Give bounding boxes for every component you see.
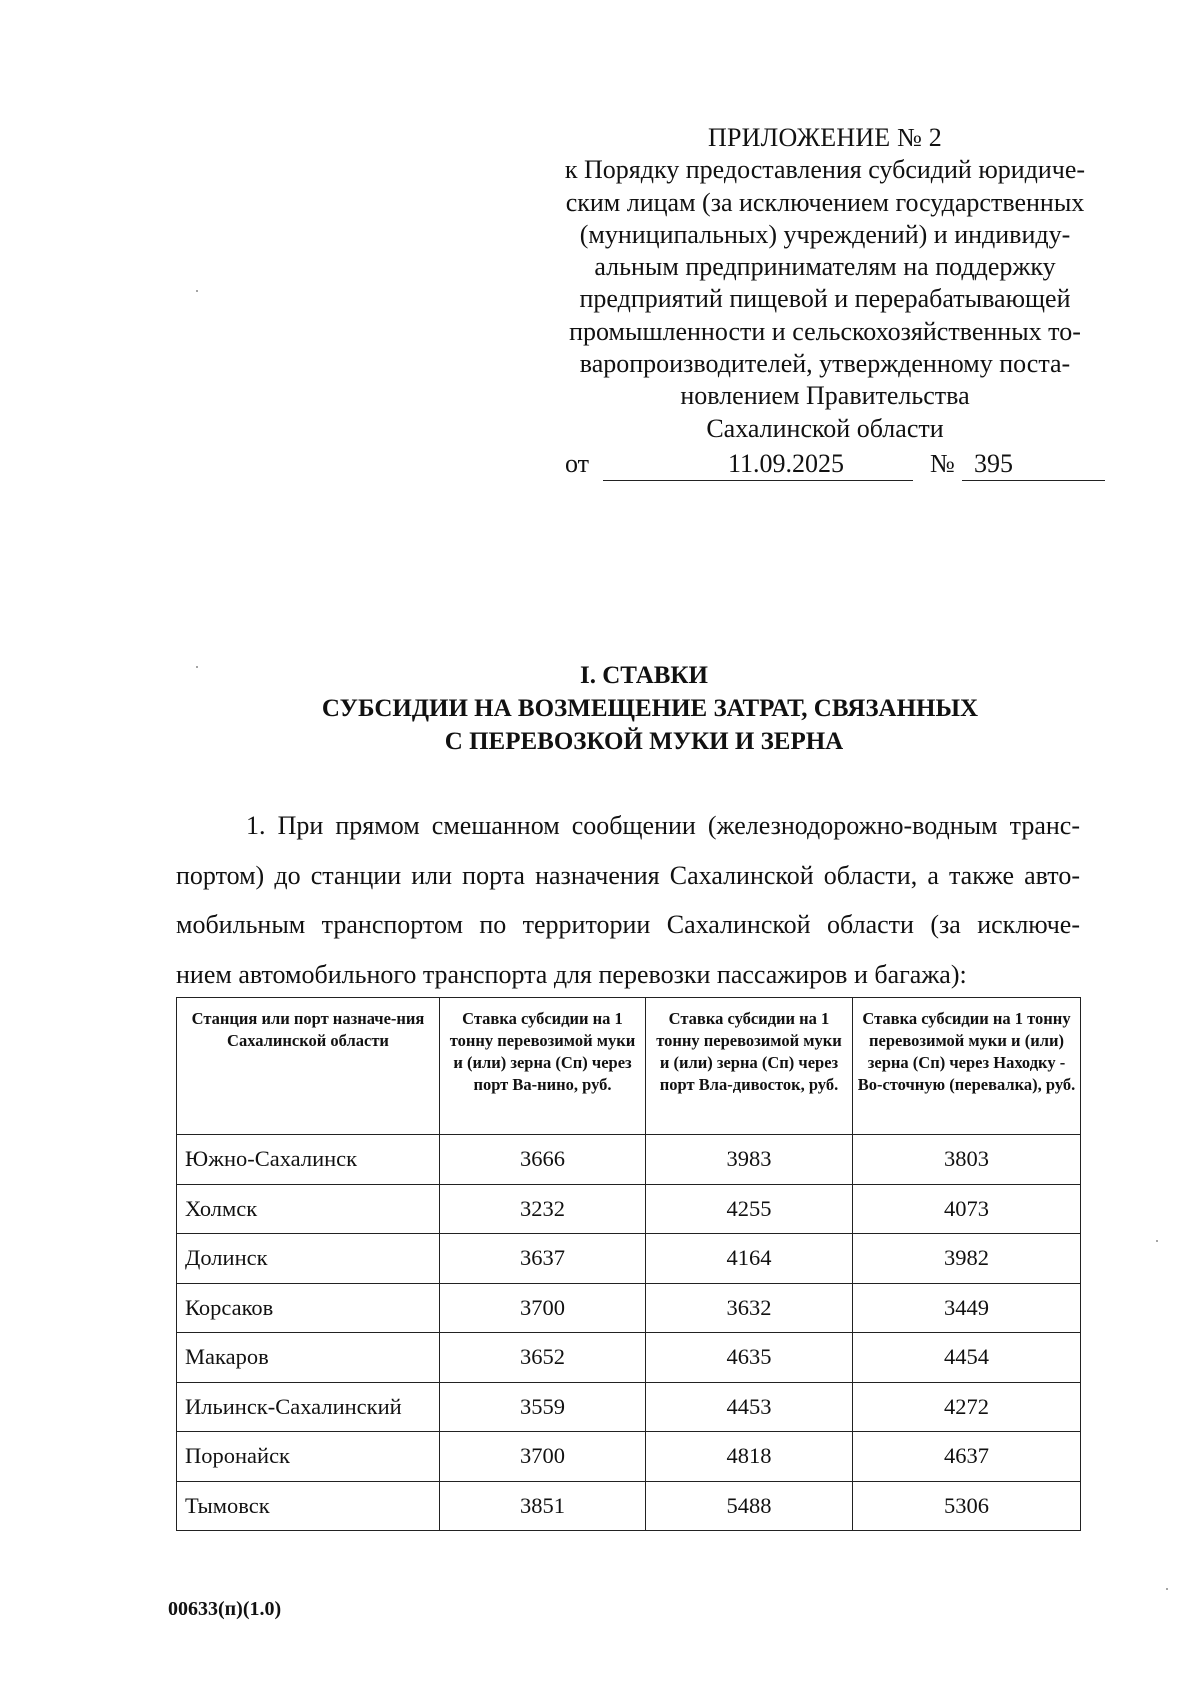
header-vladivostok: Ставка субсидии на 1 тонну перевозимой муки и (или) зерна (Сп) через порт Вла-дивосток, руб.: [646, 998, 853, 1135]
table-row: [177, 1135, 1081, 1185]
appendix-line: новлением Правительства: [680, 381, 970, 411]
rates-table: [176, 997, 1081, 1531]
heading-line-2: СУБСИДИИ НА ВОЗМЕЩЕНИЕ ЗАТРАТ, СВЯЗАННЫХ: [321, 695, 979, 722]
section-heading: [100, 659, 1200, 758]
cell-nakhodka: 4637: [853, 1432, 1081, 1482]
cell-vladivostok: 4255: [646, 1184, 853, 1234]
table-header-row: [177, 998, 1081, 1135]
cell-station: Макаров: [177, 1333, 440, 1383]
cell-vanino: 3637: [440, 1234, 646, 1284]
number-field: [962, 443, 1105, 481]
cell-vanino: 3666: [440, 1135, 646, 1185]
cell-vanino: 3700: [440, 1283, 646, 1333]
appendix-line: к Порядку предоставления субсидий юридиче-: [564, 155, 1086, 185]
table-row: [177, 1184, 1081, 1234]
table-row: [177, 1283, 1081, 1333]
cell-station: Поронайск: [177, 1432, 440, 1482]
heading-line-3: С ПЕРЕВОЗКОЙ МУКИ И ЗЕРНА: [444, 728, 844, 755]
cell-vanino: 3700: [440, 1432, 646, 1482]
cell-station: Ильинск-Сахалинский: [177, 1382, 440, 1432]
scan-speck: [1166, 1588, 1168, 1590]
number-label: №: [930, 449, 955, 478]
table-row: [177, 1234, 1081, 1284]
table-row: [177, 1432, 1081, 1482]
appendix-line: Сахалинской области: [706, 413, 944, 443]
header-station: Станция или порт назначе-ния Сахалинской области: [177, 998, 440, 1135]
paragraph-1: [176, 801, 1080, 999]
cell-nakhodka: 3982: [853, 1234, 1081, 1284]
date-field: [603, 443, 913, 481]
header-vanino: Ставка субсидии на 1 тонну перевозимой муки и (или) зерна (Сп) через порт Ва-нино, руб.: [440, 998, 646, 1135]
appendix-line: промышленности и сельскохозяйственных то-: [569, 316, 1081, 346]
paragraph-line: мобильным транспортом по территории Сахалинской области (за исключе-: [176, 910, 1080, 939]
cell-nakhodka: 5306: [853, 1481, 1081, 1531]
cell-vladivostok: 4453: [646, 1382, 853, 1432]
cell-vladivostok: 3983: [646, 1135, 853, 1185]
table-row: [177, 1333, 1081, 1383]
appendix-line: ским лицам (за исключением государственных: [565, 187, 1085, 217]
appendix-line: альным предпринимателям на поддержку: [594, 252, 1056, 282]
cell-vladivostok: 5488: [646, 1481, 853, 1531]
table-row: [177, 1481, 1081, 1531]
cell-nakhodka: 4272: [853, 1382, 1081, 1432]
cell-vladivostok: 4818: [646, 1432, 853, 1482]
date-number-line: [565, 443, 1105, 483]
cell-nakhodka: 4073: [853, 1184, 1081, 1234]
scan-speck: [196, 290, 198, 292]
appendix-title: ПРИЛОЖЕНИЕ № 2: [708, 123, 942, 152]
cell-nakhodka: 4454: [853, 1333, 1081, 1383]
cell-station: Южно-Сахалинск: [177, 1135, 440, 1185]
date-value: 11.09.2025: [727, 449, 845, 478]
cell-vanino: 3559: [440, 1382, 646, 1432]
cell-nakhodka: 3803: [853, 1135, 1081, 1185]
appendix-line: предприятий пищевой и перерабатывающей: [579, 284, 1071, 314]
cell-vanino: 3232: [440, 1184, 646, 1234]
cell-station: Долинск: [177, 1234, 440, 1284]
header-nakhodka: Ставка субсидии на 1 тонну перевозимой муки и (или) зерна (Сп) через Находку - Во-сточную (перевалка), руб.: [853, 998, 1081, 1135]
table-row: [177, 1382, 1081, 1432]
cell-vladivostok: 3632: [646, 1283, 853, 1333]
cell-vladivostok: 4635: [646, 1333, 853, 1383]
number-value: 395: [974, 449, 1013, 478]
cell-vladivostok: 4164: [646, 1234, 853, 1284]
paragraph-line: портом) до станции или порта назначения Сахалинской области, а также авто-: [176, 860, 1080, 890]
cell-station: Холмск: [177, 1184, 440, 1234]
cell-vanino: 3851: [440, 1481, 646, 1531]
from-label: от: [565, 449, 590, 478]
cell-station: Корсаков: [177, 1283, 440, 1333]
scan-speck: [196, 666, 198, 668]
cell-station: Тымовск: [177, 1481, 440, 1531]
cell-vanino: 3652: [440, 1333, 646, 1383]
paragraph-line: 1. При прямом смешанном сообщении (железнодорожно-водным транс-: [246, 811, 1080, 840]
appendix-line: варопроизводителей, утвержденному поста-: [579, 349, 1071, 379]
heading-line-1: I. СТАВКИ: [579, 662, 708, 689]
cell-nakhodka: 3449: [853, 1283, 1081, 1333]
appendix-block: [545, 122, 1105, 445]
scan-speck: [1156, 1240, 1158, 1242]
paragraph-line: нием автомобильного транспорта для перевозки пассажиров и багажа):: [176, 959, 967, 989]
appendix-line: (муниципальных) учреждений) и индивиду-: [579, 219, 1071, 249]
document-code: 00633(п)(1.0): [168, 1598, 282, 1620]
